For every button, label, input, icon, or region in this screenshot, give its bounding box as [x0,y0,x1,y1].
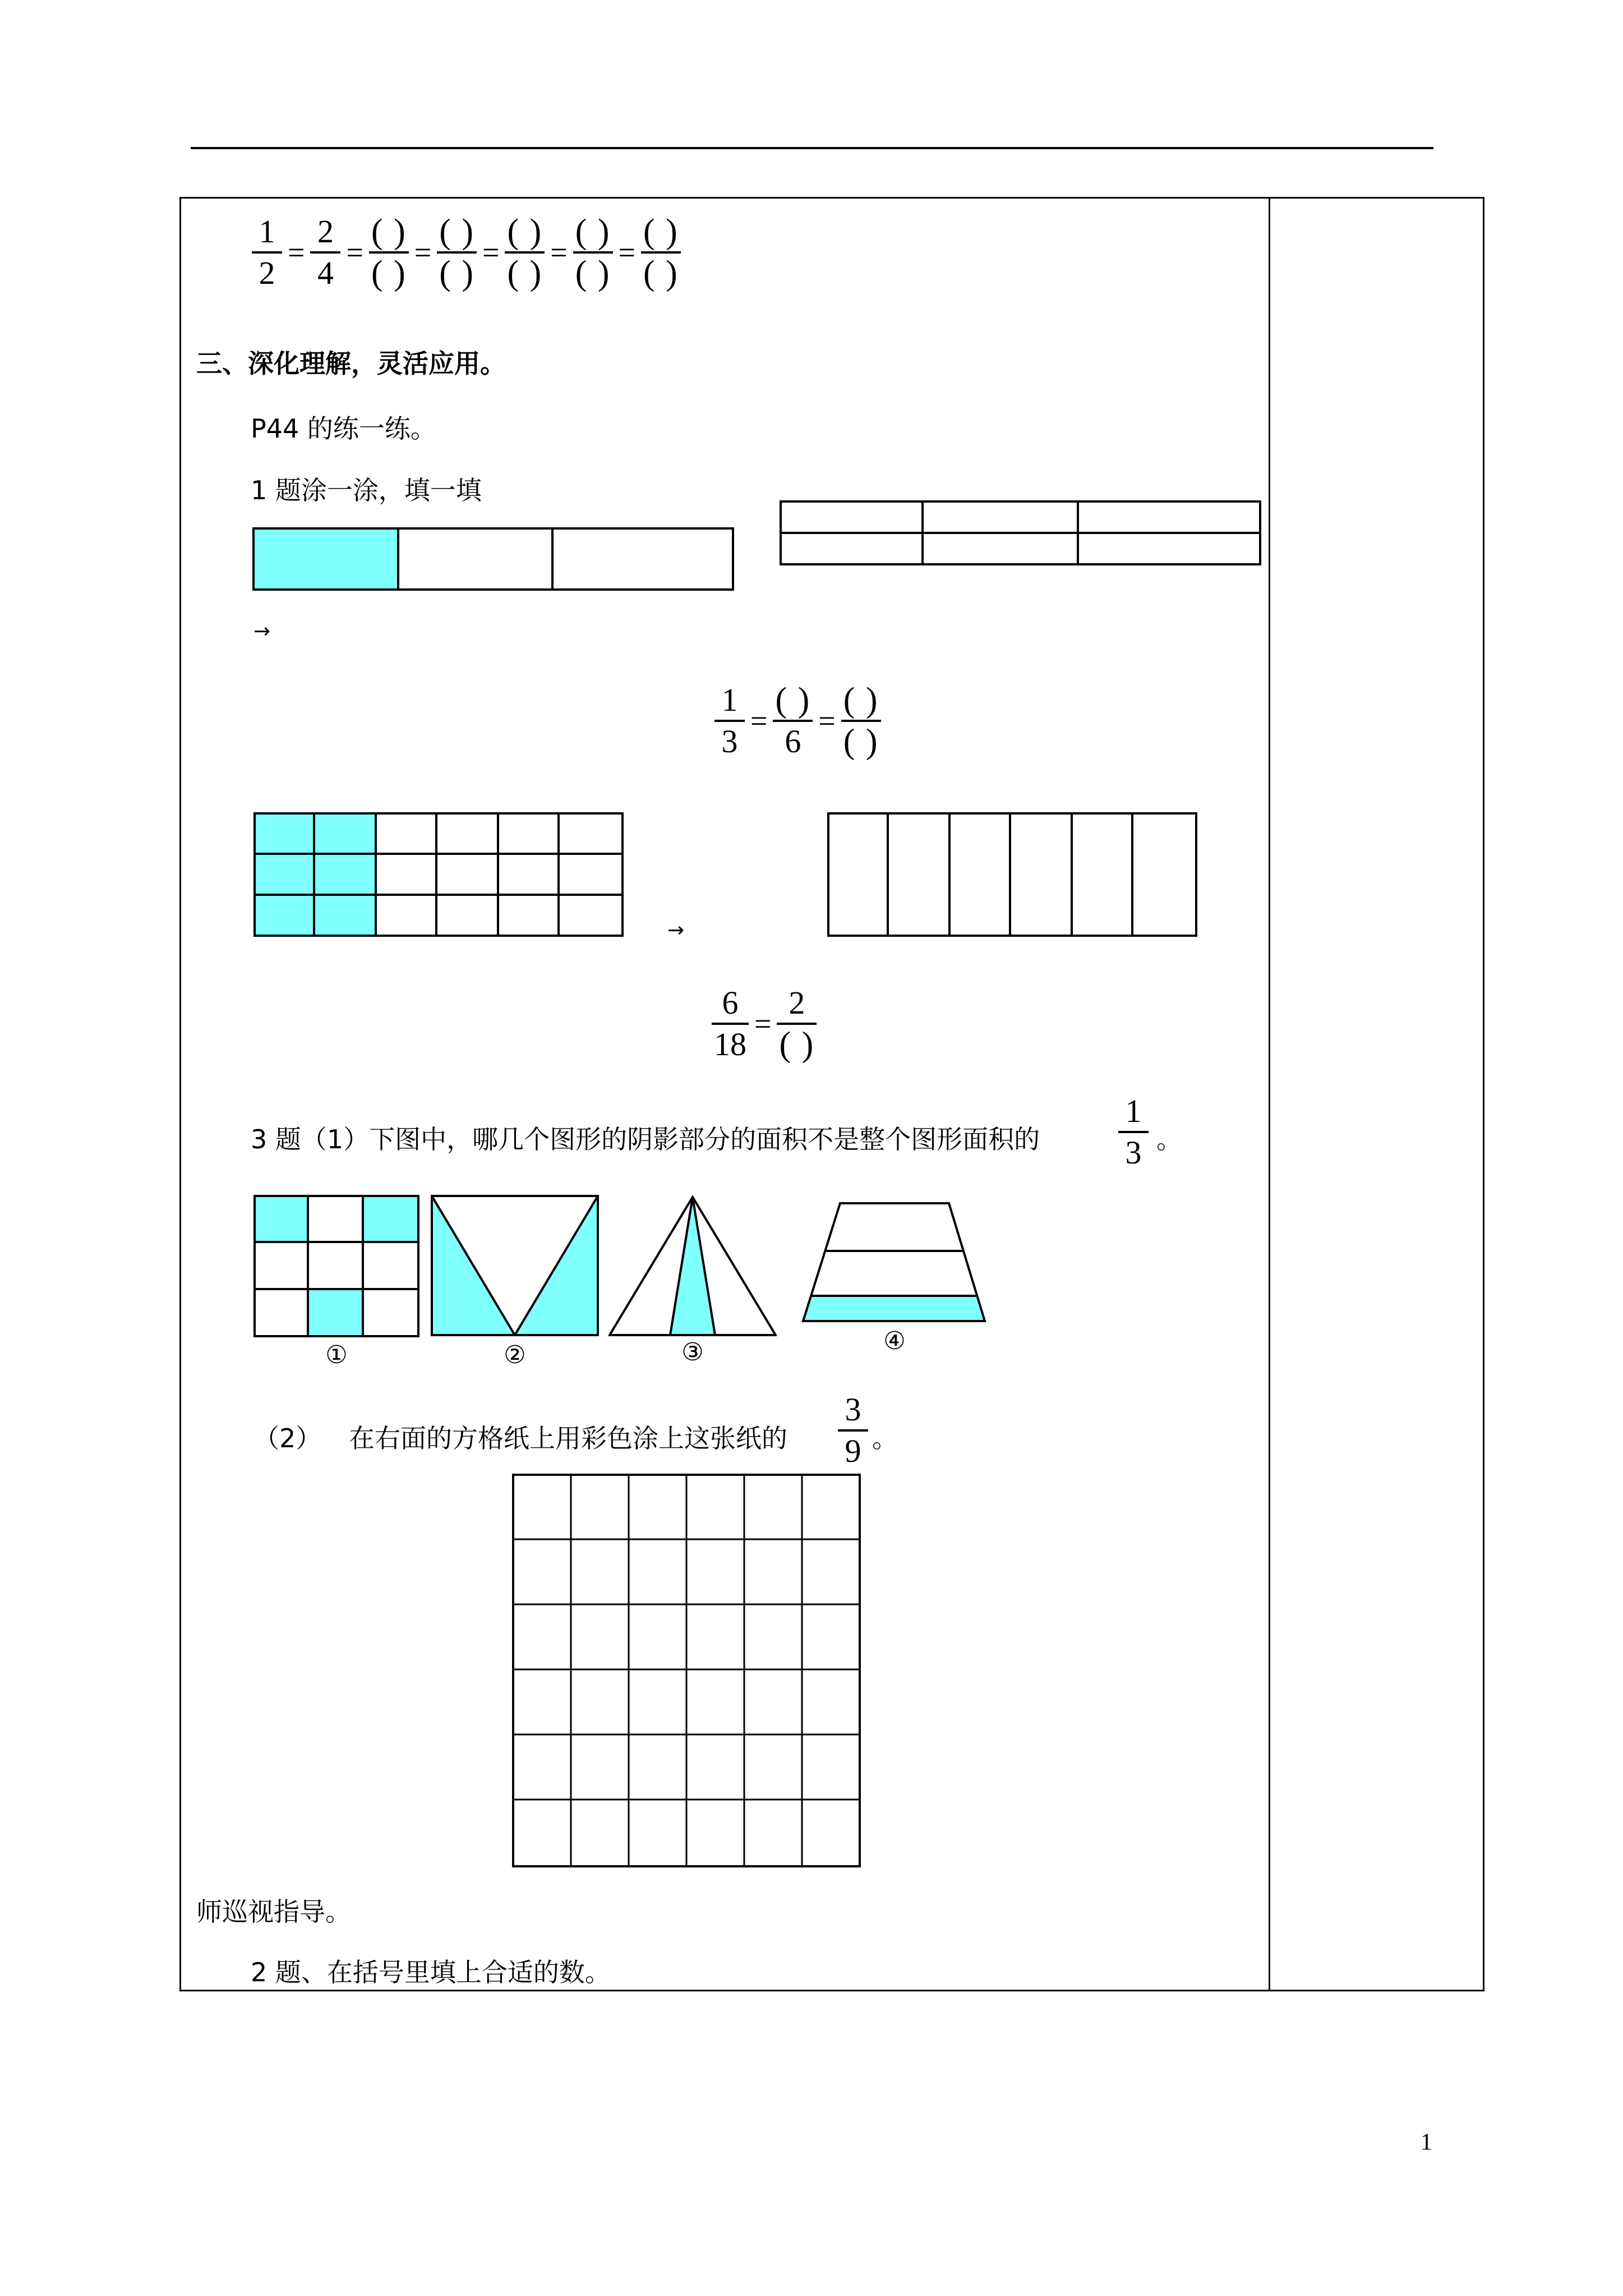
fraction-three-ninths: 3 9 [836,1391,870,1470]
question-3-2-text: 在右面的方格纸上用彩色涂上这张纸的 [349,1423,787,1453]
grid-6-columns[interactable] [827,812,1198,938]
equation-one-third: 1 3 = ( ) 6 = ( ) ( ) [712,682,883,760]
question-1-label: 1 题涂一涂，填一填 [251,475,482,505]
blank-fraction[interactable]: ( ) ( ) [573,213,613,292]
blank-fraction[interactable]: ( ) ( ) [841,682,881,760]
strip-thirds [252,527,735,592]
blank-fraction[interactable]: 2 ( ) [777,984,817,1063]
period: 。 [1156,1124,1182,1154]
question-3-1-text: 3 题（1）下图中，哪几个图形的阴影部分的面积不是整个图形面积的 [251,1124,1040,1154]
exercise-reference: P44 的练一练。 [251,413,436,444]
grid-18-shaded-6 [253,812,625,938]
shape-4-trapezoid [791,1200,998,1341]
fraction-2-4: 2 4 [310,213,340,292]
shape-1-label: ① [325,1341,348,1369]
arrow: → [667,919,685,942]
page-number: 1 [1421,2129,1432,2155]
blank-fraction[interactable]: ( ) ( ) [369,213,409,292]
teacher-note: 师巡视指导。 [196,1897,351,1927]
section-heading: 三、深化理解，灵活应用。 [196,348,506,379]
equivalent-fraction-chain: 1 2 = 2 4 = ( ) ( ) = ( ) ( ) = ( ) ( ) = ( ) ( ) = ( ) ( ) [250,213,683,292]
header-rule [191,147,1433,149]
shape-2-square [431,1195,600,1338]
question-3-2-number: （2） [253,1423,322,1453]
shape-1-grid [253,1195,422,1338]
blank-fraction[interactable]: ( ) ( ) [641,213,681,292]
fraction-one-third: 1 3 [1116,1093,1151,1171]
arrow: → [253,620,271,643]
question-2-label: 2 题、在括号里填上合适的数。 [251,1957,611,1987]
shape-3-triangle [608,1195,777,1338]
notes-column-divider [1269,197,1270,1991]
blank-fraction[interactable]: ( ) ( ) [437,213,477,292]
blank-fraction[interactable]: ( ) 6 [773,682,813,760]
shape-4-label: ④ [883,1327,906,1355]
shape-2-label: ② [504,1341,526,1369]
fraction-1-2: 1 2 [252,213,282,292]
grid-paper-6x6[interactable] [512,1474,862,1869]
equation-six-eighteenths: 6 18 = 2 ( ) [709,984,819,1063]
blank-fraction[interactable]: ( ) ( ) [505,213,545,292]
shape-3-label: ③ [681,1338,704,1366]
strip-sixths[interactable] [780,500,1262,567]
period: 。 [872,1423,898,1453]
